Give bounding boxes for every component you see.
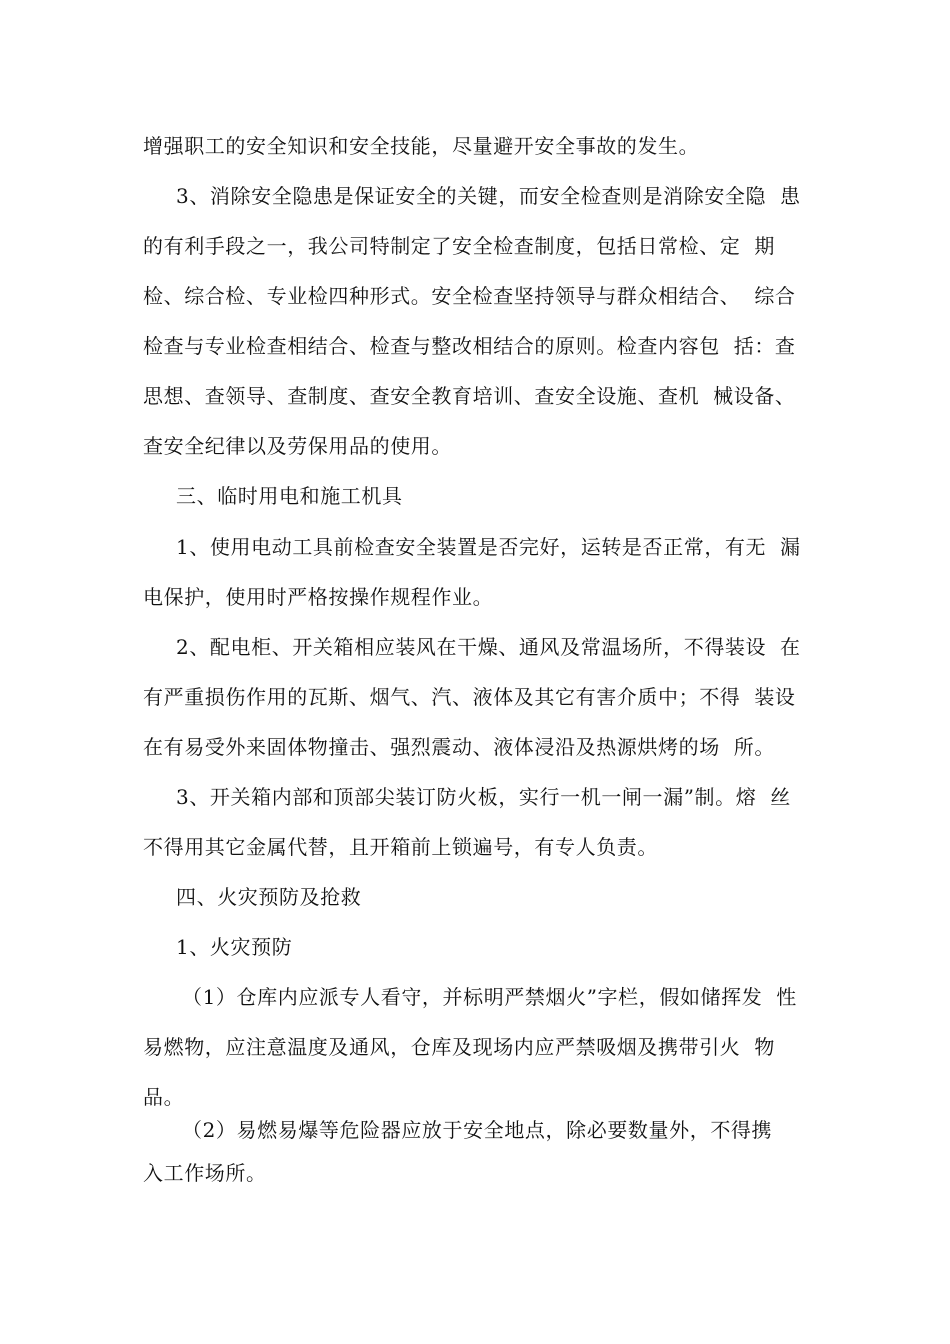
text-line-13: 在有易受外来固体物撞击、强烈震动、液体浸沿及热源烘烤的场 所。: [143, 735, 775, 759]
section-heading-4: 四、火灾预防及抢救: [176, 885, 362, 909]
text-line-7: 查安全纪律以及劳保用品的使用。: [143, 434, 452, 458]
text-line-15: 不得用其它金属代替，且开箱前上锁遍号，有专人负责。: [143, 835, 658, 859]
text-line-12: 有严重损伤作用的瓦斯、烟气、汽、液体及其它有害介质中；不得 装设: [143, 685, 796, 709]
text-line-10: 电保护，使用时严格按操作规程作业。: [143, 585, 494, 609]
text-line-6: 思想、查领导、查制度、查安全教育培训、查安全设施、查机 械设备、: [143, 384, 796, 408]
text-line-21: （2）易燃易爆等危险器应放于安全地点，除必要数量外，不得携: [182, 1118, 773, 1142]
text-line-1: 增强职工的安全知识和安全技能，尽量避开安全事故的发生。: [143, 134, 700, 158]
text-line-5: 检查与专业检查相结合、检查与整改相结合的原则。检查内容包 括：查: [143, 334, 796, 358]
text-line-2: 3、消除安全隐患是保证安全的关键，而安全检查则是消除安全隐 患: [176, 184, 801, 208]
text-line-18: （1）仓库内应派专人看守，并标明严禁烟火”字栏，假如储挥发 性: [182, 985, 797, 1009]
text-line-9: 1、使用电动工具前检查安全装置是否完好，运转是否正常，有无 漏: [176, 535, 801, 559]
subsection-heading-1: 1、火灾预防: [176, 935, 293, 959]
text-line-20: 品。: [143, 1085, 185, 1109]
text-line-22: 入工作场所。: [143, 1161, 267, 1185]
text-line-4: 检、综合检、专业检四种形式。安全检查坚持领导与群众相结合、 综合: [143, 284, 796, 308]
text-line-14: 3、开关箱内部和顶部尖装订防火板，实行一机一闸一漏”制。熔 丝: [176, 785, 791, 809]
text-line-11: 2、配电柜、开关箱相应装风在干燥、通风及常温场所，不得装设 在: [176, 635, 801, 659]
text-line-3: 的有利手段之一，我公司特制定了安全检查制度，包括日常检、定 期: [143, 234, 775, 258]
section-heading-3: 三、临时用电和施工机具: [176, 484, 403, 508]
text-line-19: 易燃物，应注意温度及通风，仓库及现场内应严禁吸烟及携带引火 物: [143, 1035, 775, 1059]
